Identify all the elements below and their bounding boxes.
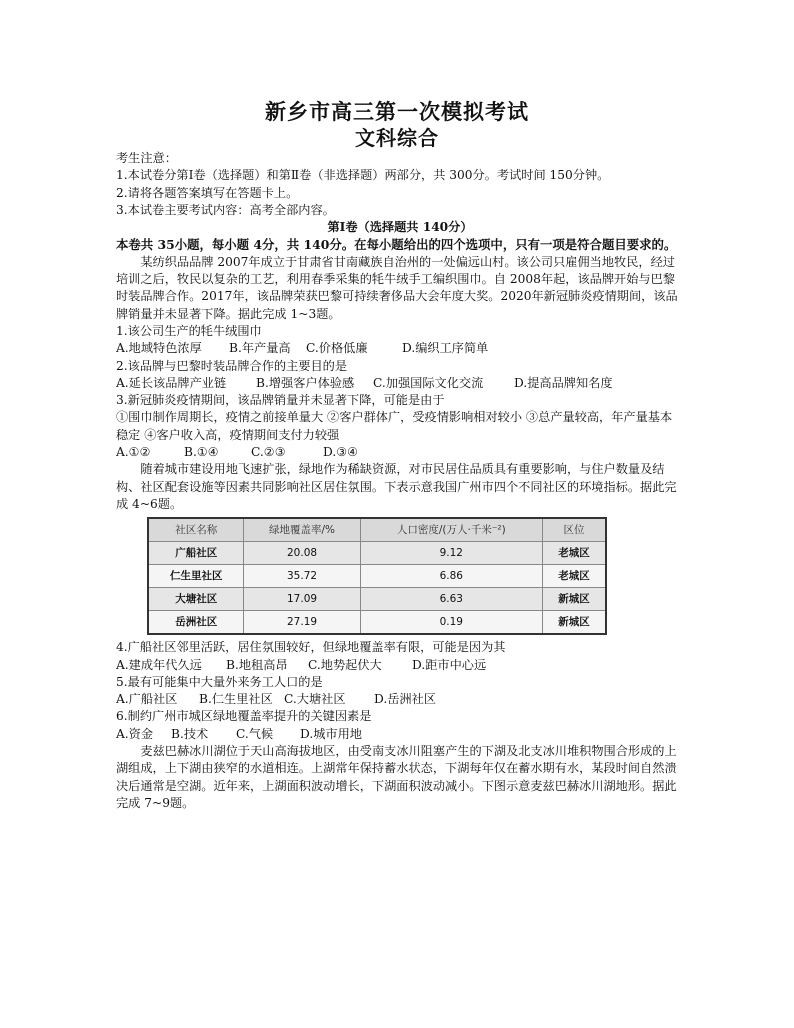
environment-table [147, 517, 607, 635]
option-b[interactable]: B.增强客户体验感 [256, 375, 355, 390]
exam-title: 新乡市高三第一次模拟考试 [265, 99, 529, 124]
table-cell: 老城区 [543, 565, 607, 588]
table-cell: 20.08 [244, 542, 360, 565]
table-cell: 岳洲社区 [148, 611, 244, 635]
question-6-stem: 6.制约广州市城区绿地覆盖率提升的关键因素是 [116, 709, 372, 724]
table-row [148, 611, 606, 635]
option-d[interactable]: D.提高品牌知名度 [514, 375, 613, 390]
table-row [148, 588, 606, 611]
table-cell: 仁生里社区 [148, 565, 244, 588]
notice-item: 3.本试卷主要考试内容：高考全部内容。 [116, 202, 335, 217]
table-cell: 老城区 [543, 542, 607, 565]
table-header-row [148, 518, 606, 542]
table-cell: 6.86 [360, 565, 542, 588]
option-a[interactable]: A.延长该品牌产业链 [116, 375, 227, 390]
table-cell: 6.63 [360, 588, 542, 611]
question-2-stem: 2.该品牌与巴黎时装品牌合作的主要目的是 [116, 358, 348, 373]
passage-2: 随着城市建设用地飞速扩张，绿地作为稀缺资源，对市民居住品质具有重要影响，与住户数量及结构、社区配套设施等因素共同影响社区居住氛围。下表示意我国广州市四个不同社区的环境指标。据此完成 4~6题。 [116, 462, 677, 511]
option-d[interactable]: D.编织工序简单 [402, 341, 489, 356]
passage-3: 麦兹巴赫冰川湖位于天山高海拔地区，由受南支冰川阻塞产生的下湖及北支冰川堆积物围合形成的上湖组成，上下湖由狭窄的水道相连。上湖常年保持蓄水状态，下湖每年仅在蓄水期有水，某段时间自然溃决后通常是空湖。近年来，上湖面积波动增长，下湖面积波动减小。下图示意麦兹巴赫冰川湖地形。据此完成 7~9题。 [116, 744, 677, 810]
table-cell: 27.19 [244, 611, 360, 635]
question-5-options [116, 691, 684, 708]
table-cell: 35.72 [244, 565, 360, 588]
option-b[interactable]: B.地租高昂 [226, 657, 288, 672]
option-c[interactable]: C.气候 [236, 726, 274, 741]
notice-item: 2.请将各题答案填写在答题卡上。 [116, 185, 299, 200]
question-4-options [116, 657, 684, 674]
option-d[interactable]: D.岳洲社区 [374, 692, 436, 707]
option-c[interactable]: C.地势起伏大 [308, 657, 382, 672]
table-cell: 0.19 [360, 611, 542, 635]
option-d[interactable]: D.距市中心远 [412, 657, 487, 672]
option-b[interactable]: B.①④ [184, 445, 219, 460]
question-1-options [116, 340, 684, 357]
exam-content [116, 150, 684, 812]
notice-item: 1.本试卷分第Ⅰ卷（选择题）和第Ⅱ卷（非选择题）两部分，共 300分。考试时间 150分钟。 [116, 168, 610, 183]
table-cell: 广船社区 [148, 542, 244, 565]
question-5-stem: 5.最有可能集中大量外来务工人口的是 [116, 674, 323, 689]
table-cell: 17.09 [244, 588, 360, 611]
table-row [148, 542, 606, 565]
section-instructions: 本卷共 35小题，每小题 4分，共 140分。在每小题给出的四个选项中，只有一项是符合题目要求的。 [116, 237, 677, 253]
option-d[interactable]: D.城市用地 [300, 726, 362, 741]
option-a[interactable]: A.①② [116, 445, 151, 460]
table-header: 社区名称 [148, 518, 244, 542]
question-4-stem: 4.广船社区邻里活跃，居住氛围较好，但绿地覆盖率有限，可能是因为其 [116, 640, 506, 655]
table-header: 区位 [543, 518, 607, 542]
table-cell: 9.12 [360, 542, 542, 565]
table-header: 人口密度/(万人·千米⁻²) [360, 518, 542, 542]
option-d[interactable]: D.③④ [323, 445, 359, 460]
option-a[interactable]: A.资金 [116, 726, 154, 741]
question-1-stem: 1.该公司生产的牦牛绒围巾 [116, 323, 262, 338]
option-b[interactable]: B.技术 [171, 726, 209, 741]
table-cell: 大塘社区 [148, 588, 244, 611]
table-cell: 新城区 [543, 588, 607, 611]
option-b[interactable]: B.年产量高 [229, 341, 291, 356]
option-a[interactable]: A.建成年代久远 [116, 657, 202, 672]
question-3-statements: ①围巾制作周期长，疫情之前接单量大 ②客户群体广，受疫情影响相对较小 ③总产量较高，年产量基本稳定 ④客户收入高，疫情期间支付力较强 [116, 410, 673, 442]
option-b[interactable]: B.仁生里社区 [199, 692, 273, 707]
table-row [148, 565, 606, 588]
environment-table-wrapper [147, 517, 607, 635]
table-cell: 新城区 [543, 611, 607, 635]
section-title: 第Ⅰ卷（选择题共 140分） [327, 220, 473, 235]
option-c[interactable]: C.②③ [251, 445, 286, 460]
question-6-options [116, 726, 684, 743]
option-c[interactable]: C.加强国际文化交流 [373, 375, 484, 390]
option-c[interactable]: C.价格低廉 [306, 341, 368, 356]
question-3-stem: 3.新冠肺炎疫情期间，该品牌销量并未显著下降，可能是由于 [116, 393, 445, 408]
passage-1: 某纺织品品牌 2007年成立于甘肃省甘南藏族自治州的一处偏远山村。该公司只雇佣当地牧民，经过培训之后，牧民以复杂的工艺，利用春季采集的牦牛绒手工编织围巾。自 2008年起，该品牌开始与巴黎时装品牌合作。2017年，该品牌荣获巴黎可持续奢侈品大会年度大奖。2020年新冠肺炎疫情期间，该品牌销量并未显著下降。据此完成 1~3题。 [116, 254, 678, 321]
notice-heading: 考生注意： [116, 151, 177, 165]
exam-subtitle: 文科综合 [355, 126, 439, 150]
question-3-options [116, 444, 684, 461]
option-a[interactable]: A.广船社区 [116, 692, 178, 707]
question-2-options [116, 375, 684, 392]
table-header: 绿地覆盖率/% [244, 518, 360, 542]
option-a[interactable]: A.地域特色浓厚 [116, 341, 202, 356]
option-c[interactable]: C.大塘社区 [284, 692, 346, 707]
